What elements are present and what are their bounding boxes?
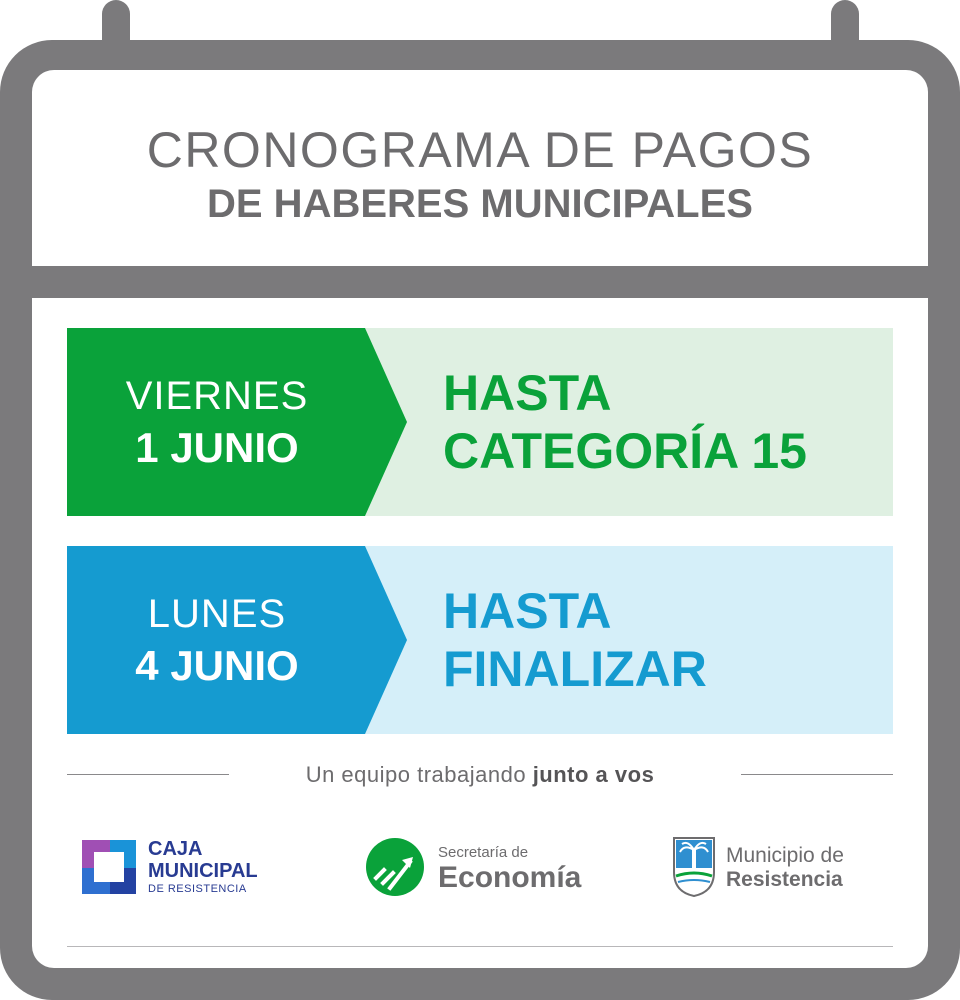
municipal-seal-icon: [672, 836, 716, 898]
schedule-day-badge: [67, 328, 407, 516]
caja-line3: DE RESISTENCIA: [148, 883, 247, 895]
caja-line1: CAJA: [148, 838, 203, 860]
municipio-line1: Municipio de: [726, 844, 844, 867]
schedule-day-date: 4 JUNIO: [135, 642, 299, 689]
municipio-logo: [672, 836, 892, 900]
schedule-info-line2: CATEGORÍA 15: [443, 423, 807, 479]
schedule-day-badge: [67, 546, 407, 734]
economia-line1: Secretaría de: [438, 844, 529, 861]
caja-squares-icon: [82, 840, 136, 894]
economia-logo: [366, 838, 606, 898]
tagline-bold: junto a vos: [532, 762, 655, 787]
schedule-day-date: 1 JUNIO: [135, 424, 299, 471]
schedule-info-line1: HASTA: [443, 365, 612, 421]
schedule-row-2: [67, 546, 893, 734]
tagline: [67, 758, 893, 792]
schedule-info-line2: FINALIZAR: [443, 641, 707, 697]
schedule-info-line1: HASTA: [443, 583, 612, 639]
schedule-day-name: LUNES: [147, 592, 287, 636]
page-title: CRONOGRAMA DE PAGOS: [146, 122, 814, 178]
schedule-day-name: VIERNES: [125, 374, 309, 418]
bottom-divider: [67, 946, 893, 947]
caja-line2: MUNICIPAL: [148, 860, 258, 882]
schedule-info: [443, 546, 883, 734]
caja-municipal-logo: [82, 838, 312, 898]
municipio-line2: Resistencia: [726, 868, 843, 891]
tagline-normal: Un equipo trabajando: [305, 762, 533, 787]
growth-arrows-icon: [366, 838, 424, 896]
economia-line2: Economía: [438, 861, 582, 894]
schedule-info: [443, 328, 883, 516]
schedule-row-1: [67, 328, 893, 516]
tagline-section: [67, 758, 893, 792]
page-subtitle: DE HABERES MUNICIPALES: [207, 182, 753, 226]
